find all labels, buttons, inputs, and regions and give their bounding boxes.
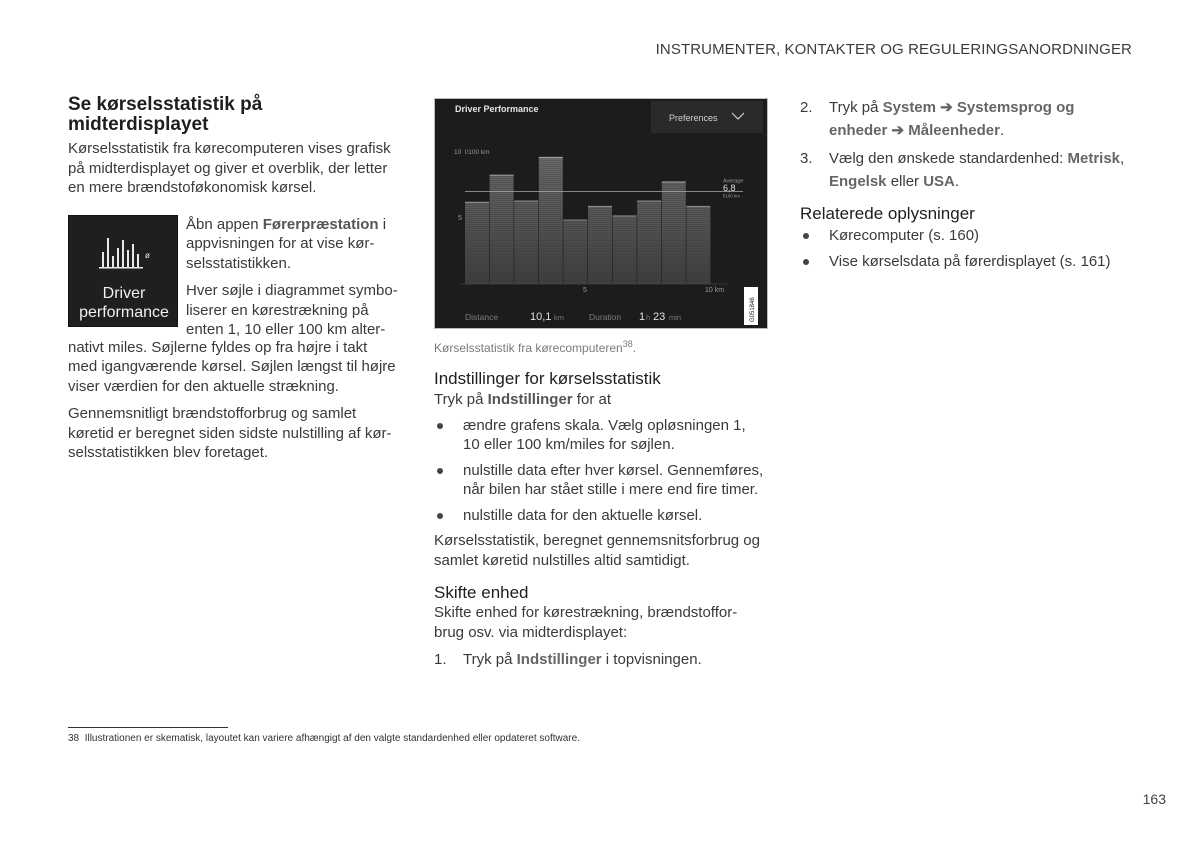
list-item: nulstille data efter hver kørsel. Gennemføres, når bilen har stået stille i mere end fire timer. <box>434 461 768 500</box>
list-item: ændre grafens skala. Vælg opløsningen 1, 10 eller 100 km/miles for søjlen. <box>434 416 768 455</box>
settings-options-list <box>434 416 768 526</box>
bar-explanation: nativt miles. Søjlerne fyldes op fra højre i takt med igangværende kørsel. Søjlen længst til højre viser værdien for den aktuelle strækning. <box>68 338 396 395</box>
average-explanation: Gennemsnitligt brændstofforbrug og samlet køretid er beregnet siden sidste nulstilling af kør- selsstatistikken blev foretaget. <box>68 405 392 461</box>
steps-list <box>434 648 768 671</box>
duration-minutes: 23 <box>653 311 666 323</box>
section-heading: Se kørselsstatistik på midterdisplayet <box>68 94 263 135</box>
driver-performance-app-icon <box>68 215 178 327</box>
duration-hours: 1 <box>639 311 646 323</box>
duration-minutes-unit: min <box>669 313 682 322</box>
average-value: 6,8 <box>723 183 736 194</box>
related-link[interactable]: Vise kørselsdata på førerdisplayet (s. 161) <box>800 252 1130 272</box>
change-unit-intro: Skifte enhed for kørestrækning, brændstoffor- brug osv. via midterdisplayet: <box>434 604 738 641</box>
page-number: 163 <box>1142 791 1166 807</box>
screen-title: Driver Performance <box>455 104 539 114</box>
steps-list-continued <box>800 96 1130 193</box>
footnote-ref: 38 <box>622 339 633 349</box>
bullet-icon <box>437 468 443 474</box>
settings-term: Indstillinger <box>487 391 573 408</box>
reset-note: Kørselsstatistik, beregnet gennemsnitsforbrug og samlet køretid nulstilles altid samtidigt. <box>434 532 760 569</box>
footnote-text: Illustrationen er skematisk, layoutet kan variere afhængigt af den valgte standardenhed eller opdateret software. <box>84 733 580 744</box>
related-heading: Relaterede oplysninger <box>800 204 975 223</box>
related-list <box>800 226 1130 271</box>
bullet-icon <box>803 233 809 239</box>
figure-caption: Kørselsstatistik fra kørecomputeren$^{38}$. <box>434 339 637 355</box>
arrow-right-icon: ➔ <box>940 99 953 116</box>
bar-chart-icon <box>99 234 155 274</box>
step-3: 3. Vælg den ønskede standardenhed: Metrisk, Engelsk eller USA. <box>800 150 1125 190</box>
preferences-button[interactable]: Preferences <box>669 113 718 123</box>
x-tick-5: 5 <box>583 287 587 294</box>
driver-performance-screen <box>434 98 768 329</box>
related-link[interactable]: Kørecomputer (s. 160) <box>800 226 1130 246</box>
app-icon-label-line2: performance <box>79 303 169 321</box>
list-item: nulstille data for den aktuelle kørsel. <box>434 506 768 526</box>
arrow-right-icon: ➔ <box>891 122 905 139</box>
left-column <box>68 95 398 463</box>
step-1: 1. Tryk på Indstillinger i topvisningen. <box>434 651 702 668</box>
settings-heading: Indstillinger for kørselsstatistik <box>434 369 661 388</box>
bullet-icon <box>437 513 443 519</box>
chart-fade-overlay <box>465 148 711 284</box>
chart-bars <box>465 148 711 284</box>
reference-code: G051846 <box>750 297 756 322</box>
duration-hours-unit: h <box>646 313 651 322</box>
driver-performance-chart <box>435 99 769 330</box>
app-icon-label-line1: Driver <box>102 284 146 302</box>
average-label: Average <box>723 178 744 185</box>
intro-paragraph: Kørselsstatistik fra kørecomputeren vises grafisk på midterdisplayet og giver et overblik, der letter en mere brændstoføkonomisk kørsel. <box>68 140 391 196</box>
middle-column <box>434 98 768 671</box>
bullet-icon <box>803 259 809 265</box>
app-name: Førerpræstation <box>262 215 379 233</box>
y-axis-max-label: 10 <box>454 149 462 156</box>
y-axis-mid-label: 5 <box>458 215 462 222</box>
running-header: INSTRUMENTER, KONTAKTER OG REGULERINGSANORDNINGER <box>655 41 1132 58</box>
footnote-number: 38 <box>68 733 80 744</box>
bullet-icon <box>437 423 443 429</box>
duration-label: Duration <box>589 312 622 322</box>
app-icon-row <box>68 215 398 346</box>
footnote-divider <box>68 727 228 728</box>
average-unit: l/100 km <box>723 193 741 199</box>
footnote <box>68 733 580 744</box>
distance-unit: km <box>554 313 564 322</box>
right-column <box>800 96 1130 271</box>
distance-value: 10,1 <box>530 311 552 323</box>
icon-symbol: ø <box>145 250 150 260</box>
step-2: 2. Tryk på System ➔ Systemsprog og enheder ➔ Måleenheder. <box>800 99 1075 139</box>
x-tick-10km: 10 km <box>705 287 725 294</box>
settings-intro: Tryk på Indstillinger for at <box>434 391 611 408</box>
change-unit-heading: Skifte enhed <box>434 583 529 602</box>
open-app-instructions: Åbn appen Førerpræstation i appvisningen for at vise kør- selsstatistikken. Hver søjle i diagrammet symbo- liserer en kørestrækning på enten 1, 10 eller 100 km alter- <box>186 215 398 338</box>
distance-label: Distance <box>465 312 499 322</box>
